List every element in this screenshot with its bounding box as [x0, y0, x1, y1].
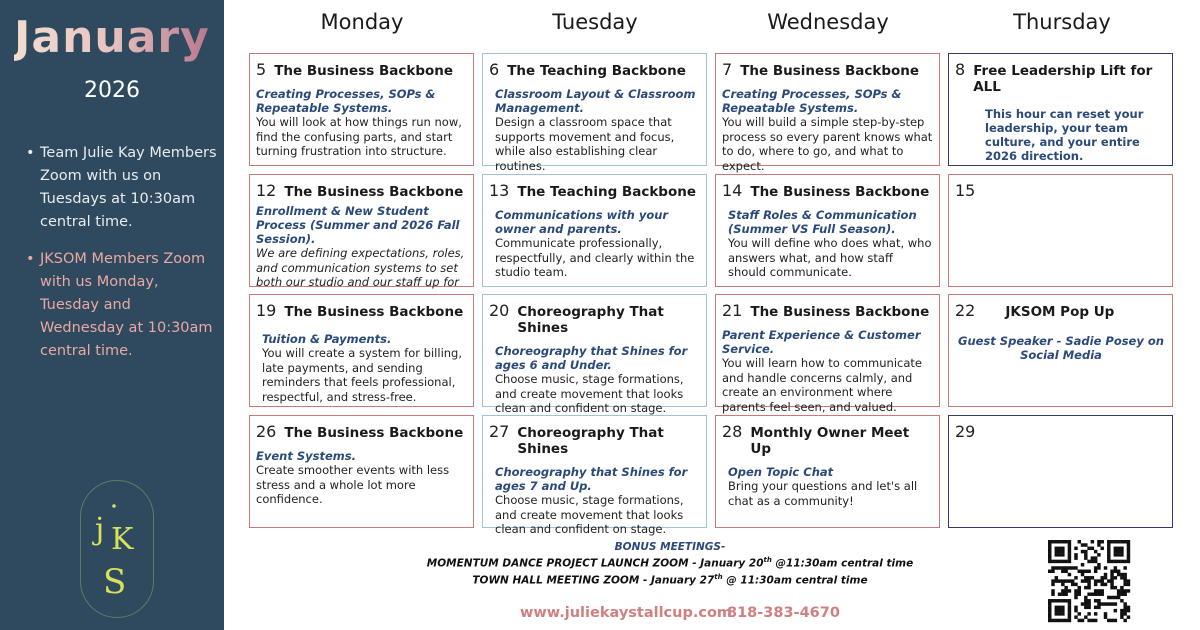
- day-number: 26: [256, 422, 277, 441]
- day-cell-7[interactable]: [715, 53, 940, 173]
- session-title: The Business Backbone: [750, 304, 930, 320]
- session-description: Choose music, stage formations, and create movement that looks clean and confident on stage.: [495, 372, 684, 415]
- logo-letter-s: S: [103, 562, 127, 602]
- bonus-line-launch: MOMENTUM DANCE PROJECT LAUNCH ZOOM - January 20th @11:30am central time: [426, 556, 914, 570]
- day-cell-12[interactable]: [249, 174, 474, 287]
- jks-logo: [80, 480, 154, 618]
- sidebar-notes: [26, 142, 218, 377]
- guest-speaker-note: Guest Speaker - Sadie Posey on Social Media: [958, 334, 1164, 362]
- session-subtitle: Communications with your owner and parents.: [495, 208, 669, 236]
- session-subtitle: Open Topic Chat: [728, 465, 834, 479]
- year-label: 2026: [84, 78, 140, 103]
- session-description: Create smoother events with less stress and a whole lot more confidence.: [256, 463, 450, 506]
- bonus-meetings: [350, 541, 990, 587]
- day-number: 27: [489, 422, 510, 441]
- day-cell-6[interactable]: [482, 53, 707, 173]
- day-header-wednesday: Wednesday: [767, 10, 889, 34]
- day-cell-20[interactable]: [482, 294, 707, 415]
- session-title: Choreography That Shines: [517, 425, 664, 457]
- session-description: Choose music, stage formations, and create movement that looks clean and confident on stage.: [495, 493, 684, 536]
- day-cell-5[interactable]: [249, 53, 474, 166]
- session-description: You will build a simple step-by-step process so every parent knows what to do, where to go, and what to expect.: [722, 115, 933, 173]
- session-description: Design a classroom space that supports movement and focus, while also establishing clear routines.: [495, 115, 675, 173]
- day-header-thursday: Thursday: [1013, 10, 1111, 34]
- day-cell-15[interactable]: [948, 174, 1173, 287]
- month-title: January: [14, 12, 224, 63]
- session-description: You will learn how to communicate and handle concerns calmly, and create an environment where parents feel seen, and valued.: [722, 356, 922, 414]
- session-subtitle: Tuition & Payments.: [262, 332, 392, 346]
- bonus-line-townhall: TOWN HALL MEETING ZOOM - January 27th @ 11:30am central time: [472, 572, 868, 586]
- day-header-tuesday: Tuesday: [552, 10, 638, 34]
- day-cell-8[interactable]: [948, 53, 1173, 166]
- day-number: 20: [489, 301, 510, 320]
- session-subtitle: Staff Roles & Communication (Summer VS Full Season).: [728, 208, 917, 236]
- day-number: 8: [955, 60, 966, 79]
- session-title: The Business Backbone: [274, 63, 454, 79]
- jks-logo-mark: [81, 481, 155, 619]
- day-number: 19: [256, 301, 277, 320]
- sidebar: [0, 0, 224, 630]
- session-description: We are defining expectations, roles, and communication systems to set both our studio and our staff up for: [256, 246, 465, 289]
- day-cell-28[interactable]: [715, 415, 940, 528]
- session-title: The Business Backbone: [284, 184, 464, 200]
- bonus-heading: BONUS MEETINGS-: [614, 541, 726, 553]
- day-cell-26[interactable]: [249, 415, 474, 528]
- phone-number[interactable]: 818-383-4670: [727, 605, 840, 621]
- website-link[interactable]: www.juliekaystallcup.com: [520, 605, 733, 621]
- session-subtitle: Creating Processes, SOPs & Repeatable Systems.: [722, 87, 902, 115]
- session-description: You will look at how things run now, find the confusing parts, and start turning frustration into structure.: [256, 115, 462, 158]
- leadership-note: This hour can reset your leadership, your team culture, and your entire 2026 direction.: [985, 107, 1144, 163]
- logo-letter-j: j: [95, 512, 105, 547]
- session-subtitle: Parent Experience & Customer Service.: [722, 328, 921, 356]
- day-number: 7: [722, 60, 733, 79]
- jksom-zoom-note: • JKSOM Members Zoom with us Monday, Tuesday and Wednesday at 10:30am central time.: [26, 248, 218, 363]
- day-cell-14[interactable]: [715, 174, 940, 287]
- session-subtitle: Event Systems.: [256, 449, 356, 463]
- session-subtitle: Creating Processes, SOPs & Repeatable Systems.: [256, 87, 436, 115]
- session-title: Free Leadership Lift for ALL: [973, 63, 1153, 95]
- day-cell-22[interactable]: [948, 294, 1173, 407]
- session-subtitle: Choreography that Shines for ages 7 and Up.: [495, 465, 688, 493]
- session-description: You will define who does what, who answers what, and how staff should communicate.: [728, 236, 932, 279]
- session-title: The Business Backbone: [284, 425, 464, 441]
- session-title: The Teaching Backbone: [507, 63, 686, 79]
- day-number: 15: [955, 181, 976, 200]
- day-number: 12: [256, 181, 277, 200]
- session-description: Communicate professionally, respectfully, and clearly within the studio team.: [495, 236, 695, 279]
- day-number: 5: [256, 60, 267, 79]
- session-description: You will create a system for billing, late payments, and sending reminders that feels professional, respectful, and stress-free.: [262, 346, 463, 404]
- day-cell-21[interactable]: [715, 294, 940, 414]
- day-number: 21: [722, 301, 743, 320]
- session-title: The Teaching Backbone: [517, 184, 697, 200]
- logo-letter-k: K: [111, 522, 134, 557]
- session-title: Choreography That Shines: [517, 304, 664, 336]
- session-title: The Business Backbone: [284, 304, 464, 320]
- day-cell-13[interactable]: [482, 174, 707, 287]
- session-subtitle: Classroom Layout & Classroom Management.: [495, 87, 696, 115]
- day-number: 13: [489, 181, 510, 200]
- session-subtitle: Enrollment & New Student Process (Summer and 2026 Fall Session).: [256, 204, 460, 246]
- session-subtitle: Choreography that Shines for ages 6 and Under.: [495, 344, 688, 372]
- day-cell-27[interactable]: [482, 415, 707, 536]
- qr-code-icon[interactable]: [1048, 540, 1130, 622]
- day-number: 22: [955, 301, 976, 320]
- day-number: 29: [955, 422, 976, 441]
- day-number: 6: [489, 60, 500, 79]
- session-title: JKSOM Pop Up: [1005, 304, 1115, 320]
- team-zoom-note: • Team Julie Kay Members Zoom with us on Tuesdays at 10:30am central time.: [26, 142, 218, 234]
- day-number: 14: [722, 181, 743, 200]
- day-cell-19[interactable]: [249, 294, 474, 407]
- session-title: The Business Backbone: [750, 184, 930, 200]
- day-number: 28: [722, 422, 743, 441]
- session-title: Monthly Owner Meet Up: [750, 425, 910, 457]
- session-description: Bring your questions and let's all chat as a community!: [728, 479, 918, 508]
- session-title: The Business Backbone: [740, 63, 920, 79]
- day-header-monday: Monday: [320, 10, 404, 34]
- day-cell-29[interactable]: [948, 415, 1173, 528]
